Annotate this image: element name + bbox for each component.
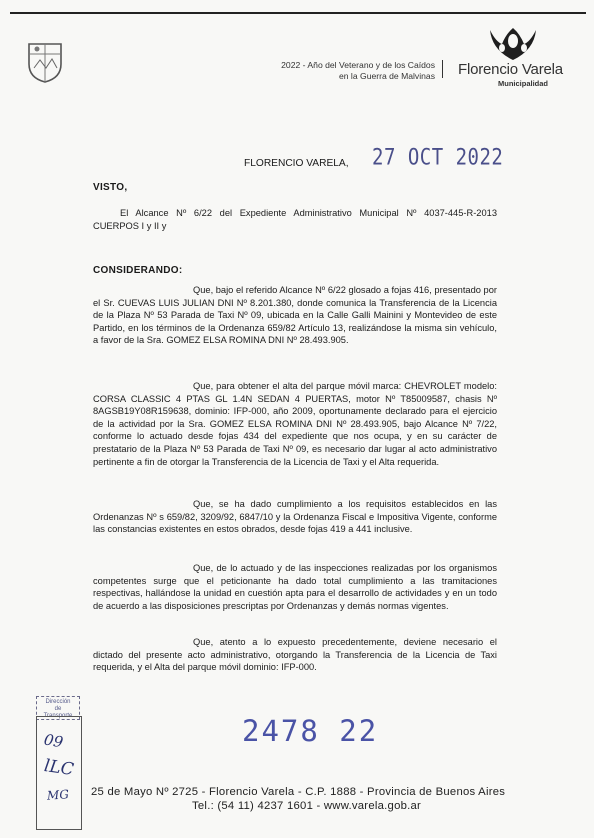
considerando-heading: CONSIDERANDO: [93,265,183,276]
top-border-line [10,12,586,14]
place-line: FLORENCIO VARELA, [244,158,349,169]
handwritten-mark: lLC [42,756,75,780]
footer-address: 25 de Mayo Nº 2725 - Florencio Varela - C.P. 1888 - Provincia de Buenos Aires [91,786,506,798]
commemorative-year-text [240,60,435,82]
year-line-2: en la Guerra de Malvinas [338,71,435,81]
considerando-paragraph: Que, se ha dado cumplimiento a los requisitos establecidos en las Ordenanzas Nº s 659/82, 3209/92, 6847/10 y la Ordenanza Fiscal e Impositiva Vigente, conforme las constancias existentes en estos obrados, desde fojas 419 a 441 inclusive. [93,499,497,535]
visto-text: El Alcance Nº 6/22 del Expediente Administrativo Municipal Nº 4037-445-R-2013 CUERPOS I y II y [93,208,497,231]
municipal-logo-icon [484,24,542,64]
header-divider [442,60,443,78]
footer-contact: Tel.: (54 11) 4237 1601 - www.varela.gob.ar [192,800,422,812]
year-line-1: 2022 - Año del Veterano y de los Caídos [281,60,435,70]
visto-heading: VISTO, [93,182,128,193]
considerando-paragraph: Que, para obtener el alta del parque móvil marca: CHEVROLET modelo: CORSA CLASSIC 4 PTAS GL 1.4N SEDAN 4 PUERTAS, motor Nº T85009587, chasis Nº 8AGSB19Y08R159638, dominio: IFP-000, año 2009, oportunamente declarado para el ejercicio de la actividad por la Sra. GOMEZ ELSA ROMINA DNI Nº 28.493.905, bajo Alcance Nº 7/22, conforme lo actuado desde fojas 434 del expediente que nos ocupa, y en su carácter de prestatario de la Plaza Nº 53 Parada de Taxi Nº 09, es necesario dar lugar al acto administrativo pertinente a fin de otorgar la Transferencia de la Licencia de Taxi y el Alta requerida. [93,381,497,467]
resolution-number-stamp: 2478 22 [242,714,379,748]
logo-wordmark: Florencio Varela [458,61,563,78]
coat-of-arms-icon [26,40,64,84]
transport-office-stamp: Dirección de Transporte [36,696,80,720]
date-stamp: 27 OCT 2022 [372,145,504,171]
considerando-paragraph: Que, atento a lo expuesto precedentemente, deviene necesario el dictado del presente acto administrativo, otorgando la Transferencia de la Licencia de Taxi requerida, y el Alta del parque móvil dominio: IFP-000. [93,637,497,673]
handwritten-mark: 09 [42,730,65,752]
considerando-paragraph: Que, bajo el referido Alcance Nº 6/22 glosado a fojas 416, presentado por el Sr. CUEVAS LUIS JULIAN DNI Nº 8.201.380, donde comunica la Transferencia de la Licencia de la Plaza Nº 53 Parada de Taxi Nº 09, ubicada en la Calle Galli Mainini y Montevideo de este Partido, en los términos de la Ordenanza 659/82 Artículo 13, realizándose la misma sin vehículo, a favor de la Sra. GOMEZ ELSA ROMINA DNI Nº 28.493.905. [93,285,497,346]
handwritten-initials: MG [46,787,70,803]
considerando-paragraph: Que, de lo actuado y de las inspecciones realizadas por los organismos competentes surge que el peticionante ha dado total cumplimiento a las tramitaciones respectivas, hallándose la unidad en cuestión apta para el desarrollo de actividades y en un todo de acuerdo a las disposiciones prescriptas por Ordenanzas y demás normas vigentes. [93,563,497,611]
logo-subtitle: Municipalidad [498,79,549,88]
